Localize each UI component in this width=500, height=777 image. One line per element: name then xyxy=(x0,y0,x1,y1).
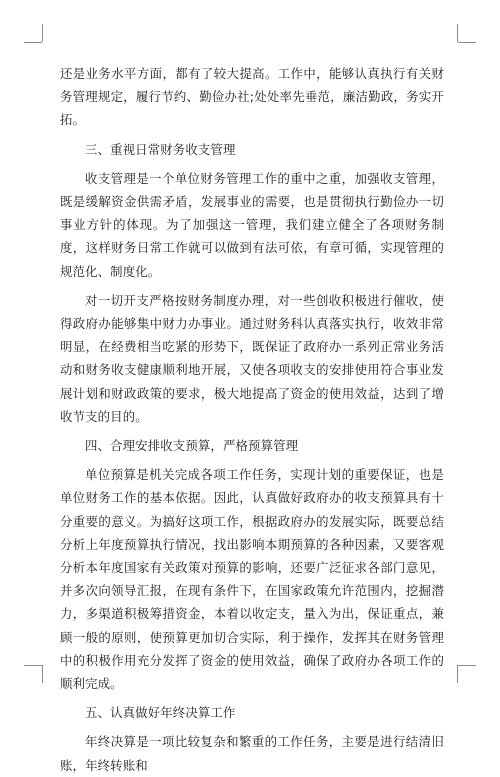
crop-mark-bottom-right-h xyxy=(458,665,476,666)
crop-mark-bottom-left-v xyxy=(42,665,43,683)
paragraph-year-end-accounts: 年终决算是一项比较复杂和繁重的工作任务，主要是进行结清旧账，年终转账和 xyxy=(60,734,444,773)
crop-mark-top-left-h xyxy=(24,42,42,43)
crop-mark-top-right-v xyxy=(457,24,458,42)
crop-mark-bottom-right-v xyxy=(457,665,458,683)
crop-mark-bottom-left-h xyxy=(24,665,42,666)
paragraph-income-expense-management: 收支管理是一个单位财务管理工作的重中之重，加强收支管理，既是缓解资金供需矛盾，发展事业的需要，也是贯彻执行勤俭办一切事业方针的体现。为了加强这一管理，我们建立健全了各项财务制度，这样财务日常工作就可以做到有法可依，有章可循，实现管理的规范化、制度化。 xyxy=(60,170,444,279)
section-heading-5: 五、认真做好年终决算工作 xyxy=(85,705,236,721)
paragraph-budget: 单位预算是机关完成各项工作任务，实现计划的重要保证，也是单位财务工作的基本依据。因此，认真做好政府办的收支预算具有十分重要的意义。为搞好这项工作，根据政府办的发展实际，既要总结分析上年度预算执行情况，找出影响本期预算的各种因素，又要客观分析本年度国家有关政策对预算的影响，还要广泛征求各部门意见，并多次向领导汇报，在现有条件下，在国家政策允许范围内，挖掘潜力，多渠道积极筹措资金，本着以收定支，量入为出，保证重点，兼顾一般的原则，使预算更加切合实际，利于操作，发挥其在财务管理中的积极作用充分发挥了资金的使用效益，确保了政府办各项工作的顺利完成。 xyxy=(60,467,444,692)
crop-mark-top-right-h xyxy=(458,42,476,43)
section-heading-3: 三、重视日常财务收支管理 xyxy=(85,141,236,157)
paragraph-continued: 还是业务水平方面，都有了较大提高。工作中，能够认真执行有关财务管理规定，履行节约、勤俭办社;处处率先垂范，廉洁勤政，务实开拓。 xyxy=(60,66,444,128)
document-body xyxy=(60,62,444,777)
paragraph-expense-control: 对一切开支严格按财务制度办理，对一些创收积极进行催收，使得政府办能够集中财力办事业。通过财务科认真落实执行，收效非常明显，在经费相当吃紧的形势下，既保证了政府办一系列正常业务活动和财务收支健康顺利地开展，又使各项收支的安排使用符合事业发展计划和财政政策的要求，极大地提高了资金的使用效益，达到了增收节支的目的。 xyxy=(60,292,444,424)
crop-mark-top-left-v xyxy=(42,24,43,42)
section-heading-4: 四、合理安排收支预算，严格预算管理 xyxy=(85,438,299,454)
